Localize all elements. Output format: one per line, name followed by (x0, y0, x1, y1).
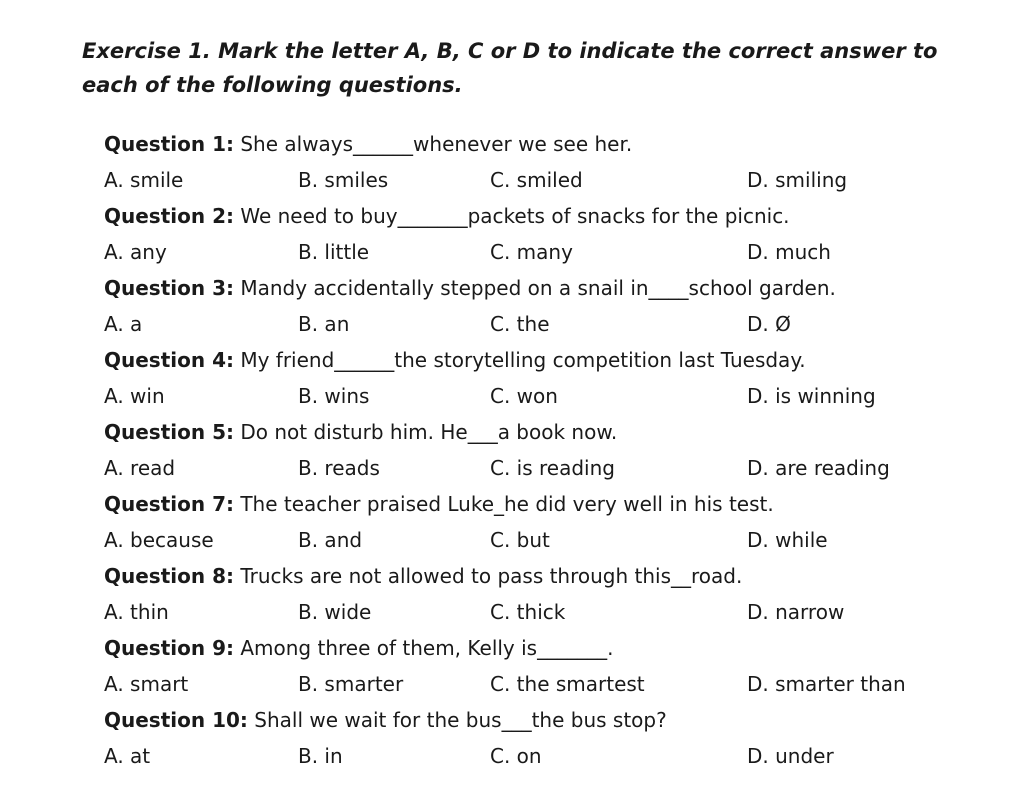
question-label: Question 9: (104, 636, 234, 660)
question-1 (104, 127, 1004, 199)
question-label: Question 5: (104, 420, 234, 444)
question-4 (104, 343, 1004, 415)
option-b[interactable]: B. in (298, 744, 343, 768)
question-stem (104, 199, 790, 233)
option-d[interactable]: D. under (747, 744, 834, 768)
question-stem (104, 271, 836, 305)
option-row (104, 595, 1004, 629)
option-row (104, 523, 1004, 557)
question-text: Among three of them, Kelly is_______. (240, 636, 614, 660)
question-stem (104, 343, 806, 377)
option-a[interactable]: A. at (104, 744, 151, 768)
question-label: Question 2: (104, 204, 234, 228)
option-b[interactable]: B. and (298, 528, 363, 552)
question-stem (104, 127, 632, 161)
option-a[interactable]: A. because (104, 528, 214, 552)
option-c[interactable]: C. is reading (490, 456, 615, 480)
option-d[interactable]: D. while (747, 528, 828, 552)
option-b[interactable]: B. little (298, 240, 370, 264)
option-row (104, 307, 1004, 341)
option-d[interactable]: D. smarter than (747, 672, 906, 696)
question-text: Shall we wait for the bus___the bus stop? (254, 708, 667, 732)
option-c[interactable]: C. the (490, 312, 550, 336)
question-label: Question 8: (104, 564, 234, 588)
option-a[interactable]: A. read (104, 456, 176, 480)
option-row (104, 667, 1004, 701)
question-text: Mandy accidentally stepped on a snail in____school garden. (240, 276, 836, 300)
question-stem (104, 631, 613, 665)
option-row (104, 379, 1004, 413)
option-b[interactable]: B. smarter (298, 672, 404, 696)
option-d[interactable]: D. Ø (747, 312, 791, 336)
option-b[interactable]: B. wins (298, 384, 370, 408)
option-a[interactable]: A. any (104, 240, 167, 264)
question-text: Do not disturb him. He___a book now. (240, 420, 618, 444)
option-d[interactable]: D. narrow (747, 600, 845, 624)
question-label: Question 3: (104, 276, 234, 300)
option-c[interactable]: C. many (490, 240, 573, 264)
question-text: We need to buy_______packets of snacks for the picnic. (240, 204, 790, 228)
question-stem (104, 703, 667, 737)
option-b[interactable]: B. wide (298, 600, 372, 624)
option-c[interactable]: C. on (490, 744, 542, 768)
question-list (104, 127, 1004, 775)
option-c[interactable]: C. smiled (490, 168, 583, 192)
question-text: The teacher praised Luke_he did very well in his test. (240, 492, 774, 516)
question-8 (104, 559, 1004, 631)
option-row (104, 235, 1004, 269)
question-3 (104, 271, 1004, 343)
option-d[interactable]: D. is winning (747, 384, 876, 408)
question-9 (104, 631, 1004, 703)
question-label: Question 4: (104, 348, 234, 372)
question-stem (104, 415, 617, 449)
option-row (104, 739, 1004, 773)
question-stem (104, 487, 774, 521)
question-label: Question 10: (104, 708, 248, 732)
option-a[interactable]: A. a (104, 312, 143, 336)
question-5 (104, 415, 1004, 487)
option-d[interactable]: D. are reading (747, 456, 890, 480)
option-a[interactable]: A. smile (104, 168, 184, 192)
option-c[interactable]: C. but (490, 528, 550, 552)
option-c[interactable]: C. the smartest (490, 672, 645, 696)
question-10 (104, 703, 1004, 775)
option-a[interactable]: A. win (104, 384, 165, 408)
option-row (104, 451, 1004, 485)
question-label: Question 7: (104, 492, 234, 516)
question-text: She always______whenever we see her. (240, 132, 633, 156)
question-2 (104, 199, 1004, 271)
exercise-heading: Exercise 1. Mark the letter A, B, C or D to indicate the correct answer to each of the following questions. (82, 39, 938, 97)
option-c[interactable]: C. won (490, 384, 558, 408)
question-stem (104, 559, 742, 593)
option-a[interactable]: A. thin (104, 600, 169, 624)
option-b[interactable]: B. smiles (298, 168, 389, 192)
question-text: Trucks are not allowed to pass through this__road. (240, 564, 743, 588)
option-row (104, 163, 1004, 197)
option-b[interactable]: B. reads (298, 456, 380, 480)
question-text: My friend______the storytelling competition last Tuesday. (240, 348, 806, 372)
question-label: Question 1: (104, 132, 234, 156)
option-d[interactable]: D. smiling (747, 168, 848, 192)
option-d[interactable]: D. much (747, 240, 831, 264)
option-c[interactable]: C. thick (490, 600, 566, 624)
option-a[interactable]: A. smart (104, 672, 189, 696)
question-7 (104, 487, 1004, 559)
option-b[interactable]: B. an (298, 312, 350, 336)
